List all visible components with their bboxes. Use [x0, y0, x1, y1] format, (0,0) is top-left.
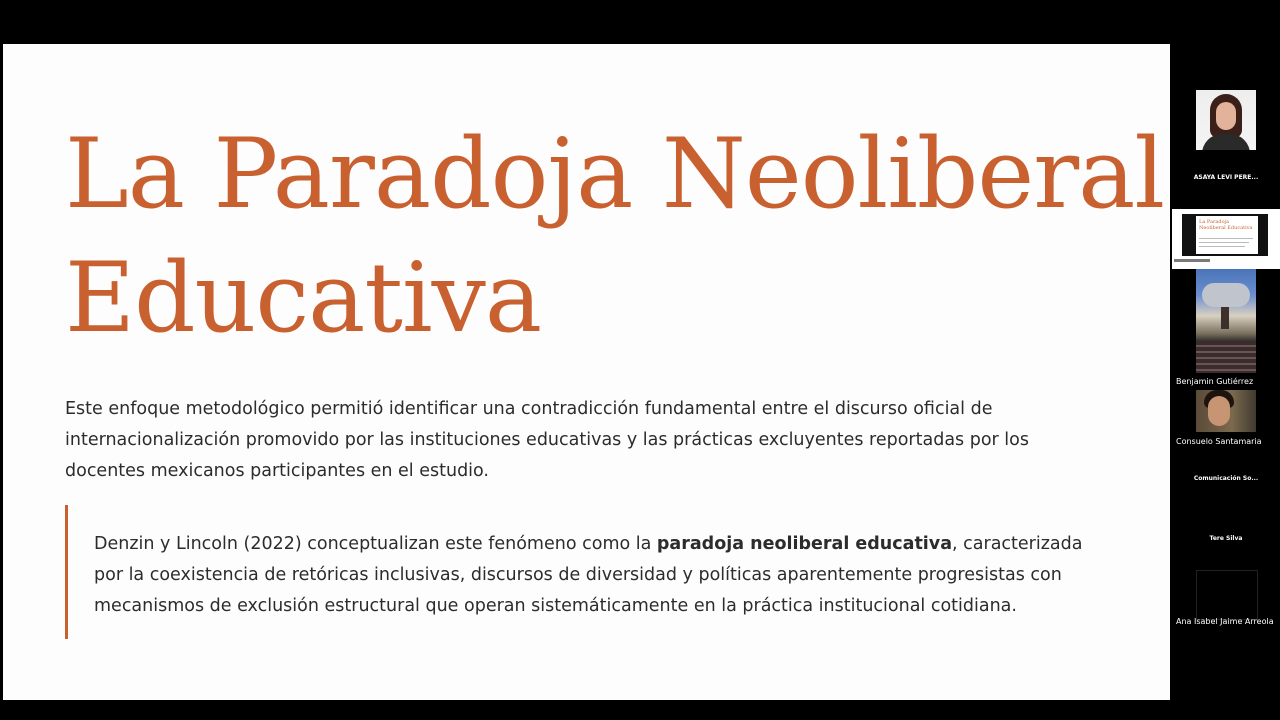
thumbnail-status-strip: [1174, 259, 1210, 262]
participant-name-consuelo: Consuelo Santamaria: [1176, 437, 1262, 446]
person-shape: [1221, 307, 1229, 329]
participants-sidebar: [1172, 0, 1280, 720]
thumbnail-text-line: [1199, 238, 1253, 239]
thumbnail-slide-title: La Paradoja Neoliberal Educativa: [1199, 219, 1253, 231]
slide-quote-block: [65, 505, 1118, 639]
face-shape: [1216, 102, 1236, 130]
participant-name-asaya: ASAYA LEVI PERE...: [1193, 174, 1259, 181]
slide-intro-paragraph: Este enfoque metodológico permitió identificar una contradicción fundamental entre el discurso oficial de internacionalización promovido por las instituciones educativas y las prácticas excluyentes reportadas por los docentes mexicanos participantes en el estudio.: [65, 399, 1029, 481]
participant-name-comunicacion[interactable]: Comunicación So...: [1193, 475, 1259, 482]
shared-screen-thumbnail[interactable]: [1172, 209, 1280, 269]
slide-title: [65, 112, 1165, 360]
thumbnail-frame: [1182, 214, 1268, 256]
participant-video-asaya[interactable]: [1196, 90, 1256, 150]
quote-text-before: Denzin y Lincoln (2022) conceptualizan este fenómeno como la: [94, 534, 657, 554]
quote-bold-term: paradoja neoliberal educativa: [656, 534, 953, 554]
participant-video-ana[interactable]: [1196, 570, 1258, 620]
body-shape: [1202, 134, 1250, 150]
participant-video-benjamin[interactable]: [1196, 269, 1256, 373]
background-stripes: [1196, 341, 1256, 373]
face-shape: [1208, 396, 1230, 426]
participant-name-ana: Ana Isabel Jaime Arreola: [1176, 617, 1274, 626]
shared-slide: [3, 44, 1170, 700]
participant-video-consuelo[interactable]: [1196, 390, 1256, 432]
sculpture-shape: [1202, 283, 1250, 307]
slide-title-line-2: Educativa: [65, 242, 542, 354]
thumbnail-text-line: [1199, 246, 1245, 247]
participant-name-benjamin: Benjamin Gutiérrez: [1176, 377, 1254, 386]
participant-name-tere[interactable]: Tere Silva: [1209, 535, 1243, 542]
thumbnail-text-line: [1199, 242, 1249, 243]
slide-quote-text: [94, 529, 1114, 622]
thumbnail-slide: [1196, 216, 1258, 254]
slide-title-line-1: La Paradoja Neoliberal: [65, 118, 1165, 230]
quote-text-after: , caracterizada por la coexistencia de retóricas inclusivas, discursos de diversidad y políticas aparentemente progresistas con mecanismos de exclusión estructural que operan sistemáticamente en la práctica institucional cotidiana.: [94, 534, 1083, 616]
